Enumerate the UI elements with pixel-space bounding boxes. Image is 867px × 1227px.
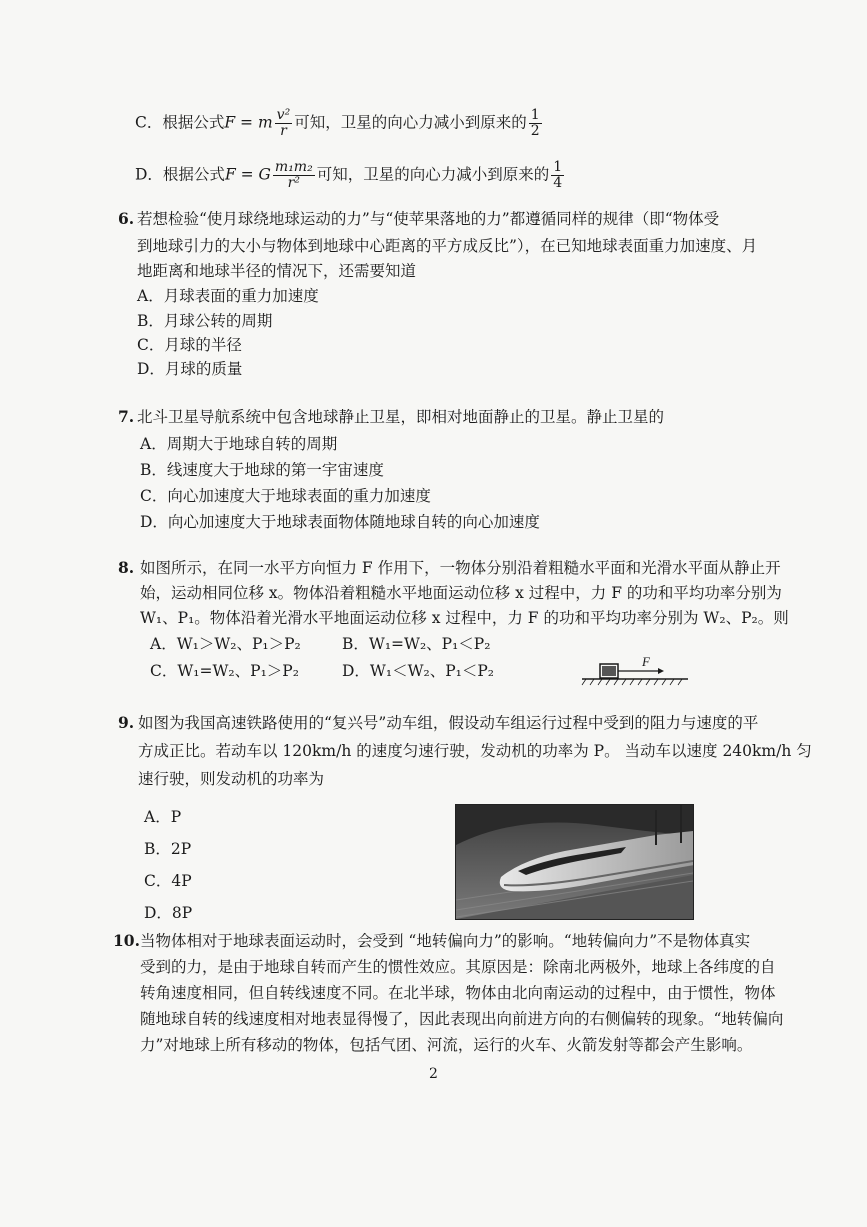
q7-option-d: D．向心加速度大于地球表面物体随地球自转的向心加速度 <box>140 513 540 531</box>
q8-option-c: C．W₁=W₂、P₁＞P₂ <box>150 662 299 680</box>
q5-option-c: C．根据公式F = m $\frac{\text{v²}}{r}$ 可知，卫星的向心力减小到原来的 $\frac{1}{2}$ <box>135 107 540 139</box>
q6-option-b: B．月球公转的周期 <box>137 312 273 330</box>
q9-stem-line3: 速行驶，则发动机的功率为 <box>138 770 325 788</box>
q7-stem: 北斗卫星导航系统中包含地球静止卫星，即相对地面静止的卫星。静止卫星的 <box>137 408 665 426</box>
q6-stem-line2: 到地球引力的大小与物体到地球中心距离的平方成反比”），在已知地球表面重力加速度、月 <box>137 237 758 255</box>
q10-line1: 当物体相对于地球表面运动时，会受到 “地转偏向力”的影响。“地转偏向力”不是物体真实 <box>140 932 751 950</box>
q6-option-a: A．月球表面的重力加速度 <box>137 287 319 305</box>
q7-option-b: B．线速度大于地球的第一宇宙速度 <box>140 461 384 479</box>
q10-line3: 转角速度相同，但自转线速度不同。在北半球，物体由北向南运动的过程中，由于惯性，物体 <box>140 984 776 1002</box>
q7-option-a: A．周期大于地球自转的周期 <box>140 435 338 453</box>
q6-stem-line3: 地距离和地球半径的情况下，还需要知道 <box>137 262 417 280</box>
q8-number: 8. <box>118 558 135 577</box>
answer-fraction: $\frac{1}{2}$ <box>530 107 540 139</box>
q7-option-c: C．向心加速度大于地球表面的重力加速度 <box>140 487 431 505</box>
q8-stem-line1: 如图所示，在同一水平方向恒力 F 作用下，一物体分别沿着粗糙水平面和光滑水平面从静止开 <box>140 559 781 577</box>
q10-line5: 力”对地球上所有移动的物体，包括气团、河流，运行的火车、火箭发射等都会产生影响。 <box>140 1036 753 1054</box>
q6-option-d: D．月球的质量 <box>137 360 243 378</box>
q8-option-a: A．W₁＞W₂、P₁＞P₂ <box>150 635 301 653</box>
formula-fraction: $\frac{\text{m₁m₂}}{\text{r²}}$ <box>274 159 313 191</box>
q10-line4: 随地球自转的线速度相对地表显得慢了，因此表现出向前进方向的右侧偏转的现象。“地转偏向 <box>140 1010 784 1028</box>
q8-stem-line2: 始，运动相同位移 x。物体沿着粗糙水平地面运动位移 x 过程中，力 F 的功和平均功率分别为 <box>140 584 782 602</box>
q7-number: 7. <box>118 407 135 426</box>
q6-stem-line1: 若想检验“使月球绕地球运动的力”与“使苹果落地的力”都遵循同样的规律（即“物体受 <box>137 210 720 228</box>
q10-number: 10. <box>113 931 140 950</box>
q9-option-c: C．4P <box>144 872 192 890</box>
q5-option-d: D．根据公式F = G $\frac{\text{m₁m₂}}{\text{r²}}$ 可知，卫星的向心力减小到原来的 $\frac{1}{4}$ <box>135 159 563 191</box>
q9-stem-line2: 方成正比。若动车以 120km/h 的速度匀速行驶，发动机的功率为 P。 当动车以速度 240km/h 匀 <box>138 742 812 760</box>
q8-force-diagram <box>580 652 690 688</box>
q8-option-d: D．W₁＜W₂、P₁＜P₂ <box>342 662 495 680</box>
train-photo <box>455 804 694 920</box>
q8-option-b: B．W₁=W₂、P₁＜P₂ <box>342 635 491 653</box>
q9-option-b: B．2P <box>144 840 192 858</box>
formula-fraction: $\frac{\text{v²}}{r}$ <box>276 107 291 139</box>
q9-option-a: A．P <box>144 808 182 826</box>
arrow-head-icon <box>658 668 664 674</box>
q6-number: 6. <box>118 209 135 228</box>
q9-stem-line1: 如图为我国高速铁路使用的“复兴号”动车组，假设动车组运行过程中受到的阻力与速度的平 <box>138 714 759 732</box>
q9-number: 9. <box>118 713 135 732</box>
force-label: F <box>642 654 650 669</box>
page-number: 2 <box>429 1066 438 1082</box>
q10-line2: 受到的力，是由于地球自转而产生的惯性效应。其原因是：除南北两极外，地球上各纬度的自 <box>140 958 776 976</box>
q8-stem-line3: W₁、P₁。物体沿着光滑水平地面运动位移 x 过程中，力 F 的功和平均功率分别为 W₂、P₂。则 <box>140 609 789 627</box>
answer-fraction: $\frac{1}{4}$ <box>553 159 563 191</box>
q9-option-d: D．8P <box>144 904 193 922</box>
q6-option-c: C．月球的半径 <box>137 336 242 354</box>
